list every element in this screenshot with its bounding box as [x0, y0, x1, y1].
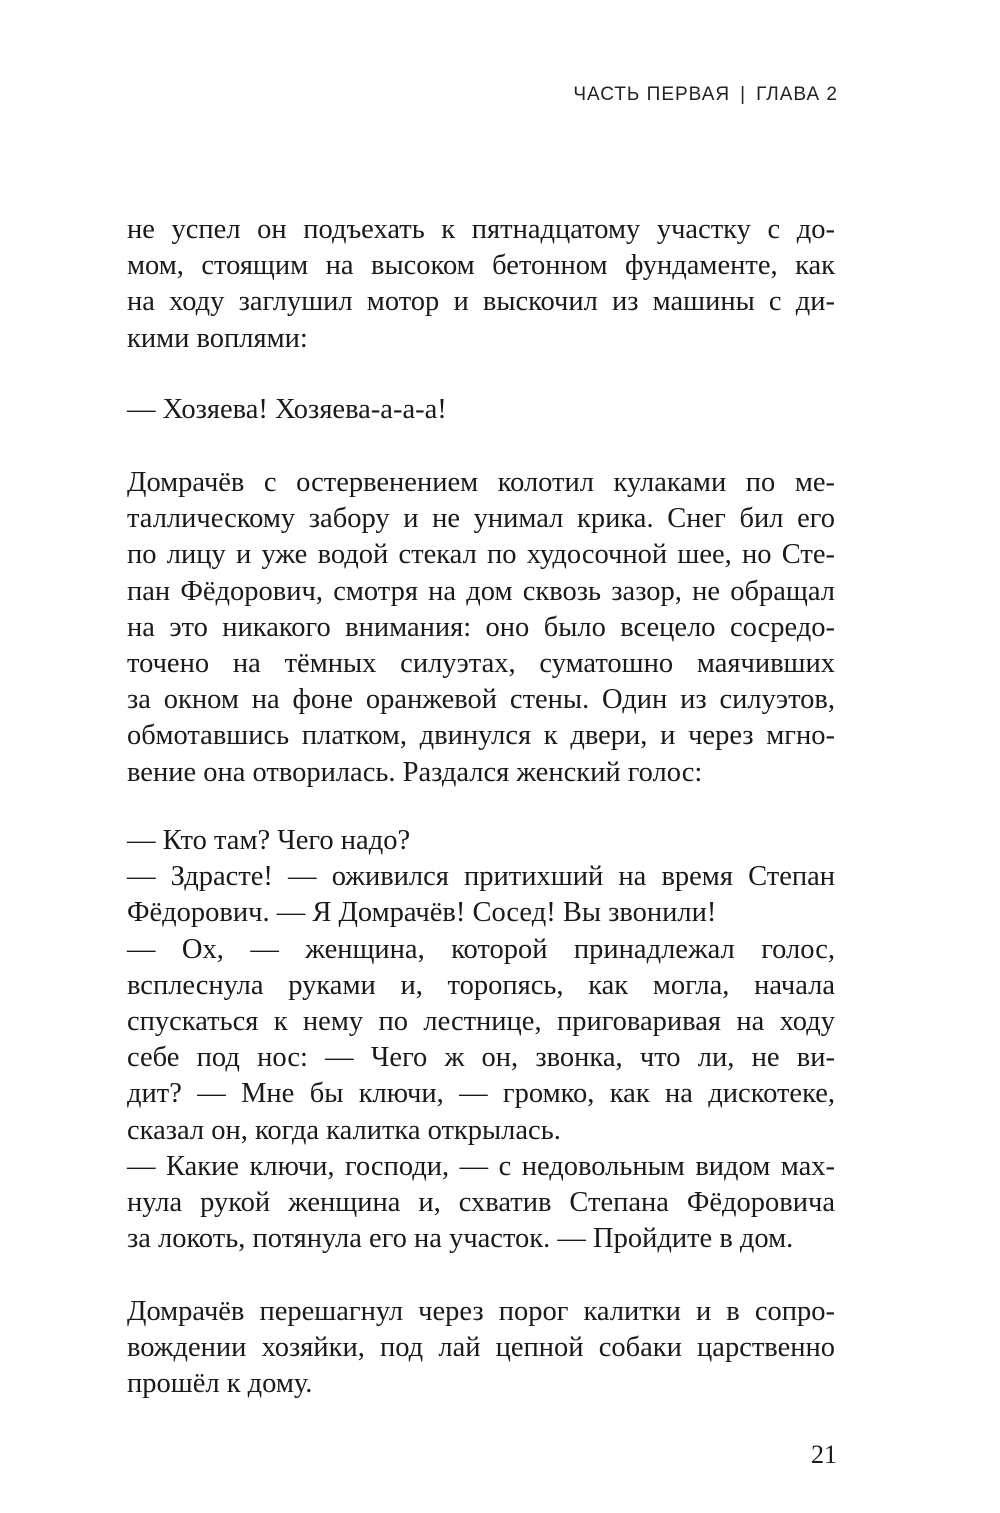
text-line: — Кто там? Чего надо?: [127, 825, 411, 856]
text-line: кими воплями:: [127, 322, 308, 354]
paragraph: [127, 823, 835, 1257]
text-line: таллическому забору и не унимал крика. Снег бил его: [127, 503, 835, 535]
page-number: 21: [811, 1440, 837, 1469]
text-line: — Здрасте! — оживился притихший на время Степан: [127, 861, 835, 893]
text-line: не успел он подъехать к пятнадцатому участку с до-: [127, 214, 835, 245]
paragraph: [127, 1294, 835, 1403]
running-head: [573, 84, 838, 106]
text-line: — Какие ключи, господи, — с недовольным видом мах-: [127, 1150, 835, 1182]
text-line: по лицу и уже водой стекал по худосочной шее, но Сте-: [127, 539, 835, 571]
text-line: — Хозяева! Хозяева-а-а-а!: [127, 394, 447, 425]
text-line: Фёдорович. — Я Домрачёв! Сосед! Вы звонили!: [127, 897, 717, 929]
text-line: на это никакого внимания: оно было всецело сосредо-: [127, 611, 835, 643]
text-line: за окном на фоне оранжевой стены. Один из силуэтов,: [127, 684, 835, 716]
header-separator: |: [740, 84, 747, 105]
text-line: мом, стоящим на высоком бетонном фундаменте, как: [127, 250, 835, 282]
part-title: ЧАСТЬ ПЕРВАЯ: [573, 84, 731, 105]
text-line: за локоть, потянула его на участок. — Пройдите в дом.: [127, 1223, 794, 1255]
text-line: вение она отворилась. Раздался женский голос:: [127, 756, 703, 788]
text-line: — Ох, — женщина, которой принадлежал голос,: [127, 933, 835, 965]
text-line: Домрачёв перешагнул через порог калитки и в сопро-: [127, 1296, 835, 1327]
text-line: вождении хозяйки, под лай цепной собаки царственно: [127, 1332, 835, 1364]
text-line: на ходу заглушил мотор и выскочил из машины с ди-: [127, 286, 835, 318]
text-line: Домрачёв с остервенением колотил кулаками по ме-: [127, 467, 835, 498]
chapter-title: ГЛАВА 2: [756, 84, 838, 105]
text-line: прошёл к дому.: [127, 1368, 313, 1400]
paragraph: [127, 465, 835, 791]
text-line: обмотавшись платком, двинулся к двери, и через мгно-: [127, 720, 835, 752]
text-line: спускаться к нему по лестнице, приговаривая на ходу: [127, 1006, 835, 1038]
text-line: дит? — Мне бы ключи, — громко, как на дискотеке,: [127, 1078, 835, 1110]
paragraph: [127, 392, 835, 428]
text-line: себе под нос: — Чего ж он, звонка, что ли, не ви-: [127, 1042, 835, 1074]
text-line: всплеснула руками и, торопясь, как могла, начала: [127, 969, 835, 1001]
text-line: нула рукой женщина и, схватив Степана Фёдоровича: [127, 1187, 835, 1219]
paragraph: [127, 212, 835, 357]
text-line: пан Фёдорович, смотря на дом сквозь зазор, не обращал: [127, 575, 835, 607]
text-line: сказал он, когда калитка открылась.: [127, 1114, 561, 1146]
text-line: точено на тёмных силуэтах, суматошно маячивших: [127, 648, 835, 680]
